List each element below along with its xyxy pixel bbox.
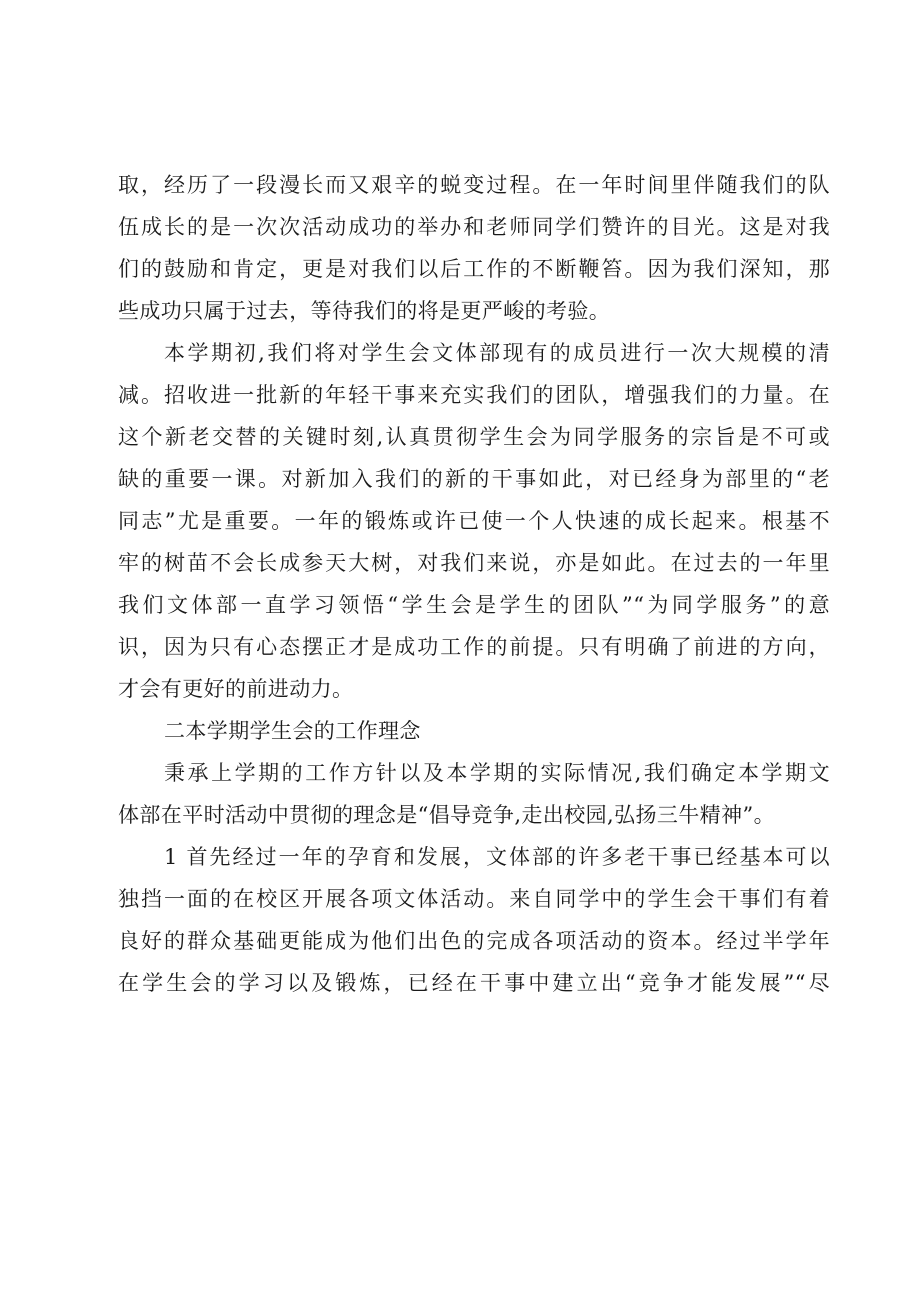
heading-text: 二本学期学生会的工作理念: [164, 719, 421, 743]
text-line: 良好的群众基础更能成为他们出色的完成各项活动的资本。经过半学年: [118, 929, 830, 953]
text-line: 体部在平时活动中贯彻的理念是“倡导竞争,走出校园,弘扬三牛精神”。: [118, 803, 776, 827]
paragraph-semester-start: [118, 332, 830, 710]
paragraph-continuation: [118, 164, 830, 332]
text-line: 独挡一面的在校区开展各项文体活动。来自同学中的学生会干事们有着: [118, 887, 830, 911]
document-body: [118, 164, 830, 1004]
text-line: 1 首先经过一年的孕育和发展，文体部的许多老干事已经基本可以: [164, 845, 830, 869]
text-line: 这个新老交替的关键时刻,认真贯彻学生会为同学服务的宗旨是不可或: [118, 425, 830, 449]
text-line: 我们文体部一直学习领悟“学生会是学生的团队”“为同学服务”的意: [118, 593, 830, 617]
text-line: 同志”尤是重要。一年的锻炼或许已使一个人快速的成长起来。根基不: [118, 509, 830, 533]
text-line: 秉承上学期的工作方针以及本学期的实际情况,我们确定本学期文: [164, 761, 830, 785]
text-line: 些成功只属于过去，等待我们的将是更严峻的考验。: [118, 299, 611, 323]
text-line: 们的鼓励和肯定，更是对我们以后工作的不断鞭笞。因为我们深知，那: [118, 257, 830, 281]
paragraph-point-1: [118, 836, 830, 1004]
text-line: 缺的重要一课。对新加入我们的新的干事如此，对已经身为部里的“老: [118, 467, 830, 491]
text-line: 减。招收进一批新的年轻干事来充实我们的团队，增强我们的力量。在: [118, 383, 830, 407]
text-line: 伍成长的是一次次活动成功的举办和老师同学们赞许的目光。这是对我: [118, 215, 830, 239]
text-line: 识，因为只有心态摆正才是成功工作的前提。只有明确了前进的方向，: [118, 635, 830, 659]
text-line: 才会有更好的前进动力。: [118, 677, 354, 701]
text-line: 在学生会的学习以及锻炼，已经在干事中建立出“竞争才能发展”“尽: [118, 971, 830, 995]
text-line: 本学期初,我们将对学生会文体部现有的成员进行一次大规模的清: [164, 341, 830, 365]
section-heading: [118, 710, 830, 752]
paragraph-work-philosophy: [118, 752, 830, 836]
text-line: 取，经历了一段漫长而又艰辛的蜕变过程。在一年时间里伴随我们的队: [118, 173, 830, 197]
text-line: 牢的树苗不会长成参天大树，对我们来说，亦是如此。在过去的一年里: [118, 551, 830, 575]
